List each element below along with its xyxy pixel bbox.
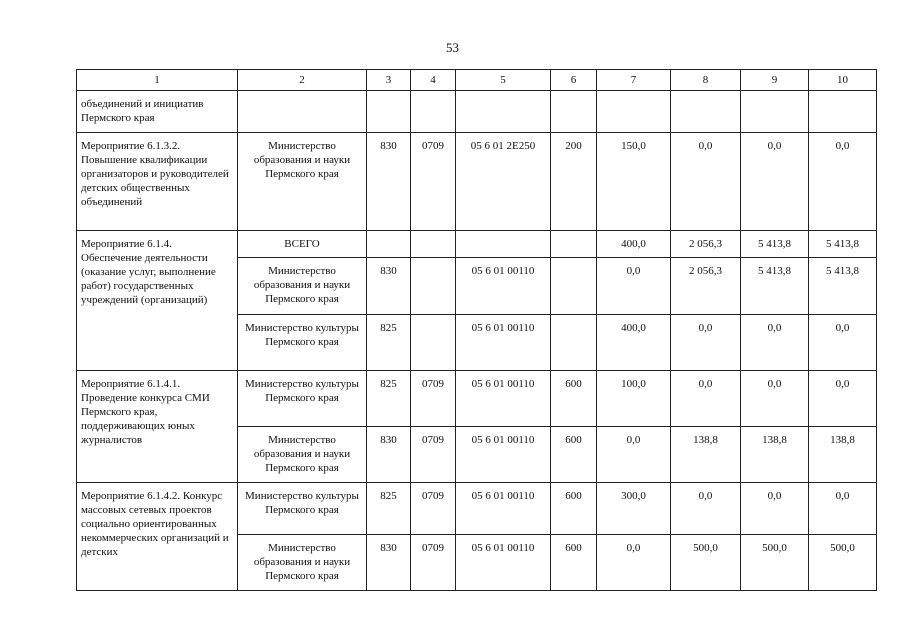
amount-cell: 5 413,8: [741, 231, 809, 258]
expense-type-cell: 200: [551, 133, 597, 231]
target-article-cell: 05 6 01 00110: [456, 371, 551, 427]
amount-cell: 500,0: [809, 535, 877, 591]
executor-cell: Министерство образования и науки Пермского края: [238, 133, 367, 231]
executor-cell: Министерство культуры Пермского края: [238, 315, 367, 371]
executor-cell: Министерство образования и науки Пермского края: [238, 427, 367, 483]
empty-cell: [597, 91, 671, 133]
target-article-cell: 05 6 01 00110: [456, 315, 551, 371]
amount-cell: 0,0: [741, 483, 809, 535]
measure-cell: Мероприятие 6.1.3.2. Повышение квалификации организаторов и руководителей детских общественных объединений: [77, 133, 238, 231]
budget-table: [76, 69, 877, 591]
amount-cell: 0,0: [809, 133, 877, 231]
header-cell: 3: [367, 70, 411, 91]
amount-cell: 300,0: [597, 483, 671, 535]
table-row: [77, 483, 877, 535]
executor-cell: Министерство культуры Пермского края: [238, 483, 367, 535]
amount-cell: 0,0: [741, 133, 809, 231]
amount-cell: 0,0: [671, 315, 741, 371]
amount-cell: 5 413,8: [809, 258, 877, 315]
amount-cell: 0,0: [809, 483, 877, 535]
amount-cell: 100,0: [597, 371, 671, 427]
amount-cell: 400,0: [597, 315, 671, 371]
amount-cell: 138,8: [741, 427, 809, 483]
table-row: [77, 231, 877, 258]
table-row: [77, 133, 877, 231]
header-cell: 4: [411, 70, 456, 91]
ministry-code-cell: 830: [367, 535, 411, 591]
ministry-code-cell: 830: [367, 427, 411, 483]
header-cell: 2: [238, 70, 367, 91]
amount-cell: 0,0: [671, 133, 741, 231]
amount-cell: 0,0: [597, 258, 671, 315]
empty-cell: [367, 91, 411, 133]
page-number: 53: [446, 40, 459, 55]
expense-type-cell: 600: [551, 535, 597, 591]
header-cell: 7: [597, 70, 671, 91]
expense-type-cell: 600: [551, 371, 597, 427]
header-cell: 5: [456, 70, 551, 91]
expense-type-cell: 600: [551, 483, 597, 535]
section-code-cell: [411, 315, 456, 371]
ministry-code-cell: 825: [367, 371, 411, 427]
header-cell: 1: [77, 70, 238, 91]
empty-cell: [411, 91, 456, 133]
section-code-cell: [411, 231, 456, 258]
executor-cell: Министерство культуры Пермского края: [238, 371, 367, 427]
empty-cell: [671, 91, 741, 133]
measure-cell: Мероприятие 6.1.4.1. Проведение конкурса СМИ Пермского края, поддерживающих юных журналистов: [77, 371, 238, 483]
measure-cell: Мероприятие 6.1.4.2. Конкурс массовых сетевых проектов социально ориентированных некоммерческих организаций и детских: [77, 483, 238, 591]
header-cell: 6: [551, 70, 597, 91]
target-article-cell: 05 6 01 00110: [456, 535, 551, 591]
ministry-code-cell: 825: [367, 483, 411, 535]
target-article-cell: 05 6 01 00110: [456, 258, 551, 315]
amount-cell: 0,0: [741, 315, 809, 371]
target-article-cell: 05 6 01 00110: [456, 483, 551, 535]
amount-cell: 0,0: [597, 427, 671, 483]
empty-cell: [551, 91, 597, 133]
amount-cell: 138,8: [671, 427, 741, 483]
empty-cell: [741, 91, 809, 133]
ministry-code-cell: 825: [367, 315, 411, 371]
amount-cell: 0,0: [741, 371, 809, 427]
section-code-cell: 0709: [411, 371, 456, 427]
amount-cell: 500,0: [741, 535, 809, 591]
amount-cell: 138,8: [809, 427, 877, 483]
expense-type-cell: [551, 231, 597, 258]
executor-cell: Министерство образования и науки Пермского края: [238, 258, 367, 315]
section-code-cell: 0709: [411, 427, 456, 483]
measure-cell: объединений и инициатив Пермского края: [77, 91, 238, 133]
expense-type-cell: [551, 258, 597, 315]
table-row: [77, 371, 877, 427]
empty-cell: [238, 91, 367, 133]
amount-cell: 500,0: [671, 535, 741, 591]
section-code-cell: 0709: [411, 483, 456, 535]
amount-cell: 400,0: [597, 231, 671, 258]
ministry-code-cell: 830: [367, 133, 411, 231]
amount-cell: 5 413,8: [741, 258, 809, 315]
amount-cell: 0,0: [809, 371, 877, 427]
expense-type-cell: 600: [551, 427, 597, 483]
table-row: [77, 91, 877, 133]
empty-cell: [456, 91, 551, 133]
ministry-code-cell: [367, 231, 411, 258]
expense-type-cell: [551, 315, 597, 371]
section-code-cell: 0709: [411, 535, 456, 591]
executor-cell: ВСЕГО: [238, 231, 367, 258]
empty-cell: [809, 91, 877, 133]
amount-cell: 150,0: [597, 133, 671, 231]
amount-cell: 2 056,3: [671, 231, 741, 258]
target-article-cell: [456, 231, 551, 258]
section-code-cell: 0709: [411, 133, 456, 231]
header-row: [77, 70, 877, 91]
target-article-cell: 05 6 01 00110: [456, 427, 551, 483]
target-article-cell: 05 6 01 2Е250: [456, 133, 551, 231]
header-cell: 9: [741, 70, 809, 91]
amount-cell: 0,0: [597, 535, 671, 591]
amount-cell: 0,0: [671, 483, 741, 535]
section-code-cell: [411, 258, 456, 315]
measure-cell: Мероприятие 6.1.4. Обеспечение деятельности (оказание услуг, выполнение работ) государственных учреждений (организаций): [77, 231, 238, 371]
amount-cell: 5 413,8: [809, 231, 877, 258]
header-cell: 8: [671, 70, 741, 91]
amount-cell: 0,0: [671, 371, 741, 427]
header-cell: 10: [809, 70, 877, 91]
ministry-code-cell: 830: [367, 258, 411, 315]
amount-cell: 0,0: [809, 315, 877, 371]
amount-cell: 2 056,3: [671, 258, 741, 315]
executor-cell: Министерство образования и науки Пермского края: [238, 535, 367, 591]
